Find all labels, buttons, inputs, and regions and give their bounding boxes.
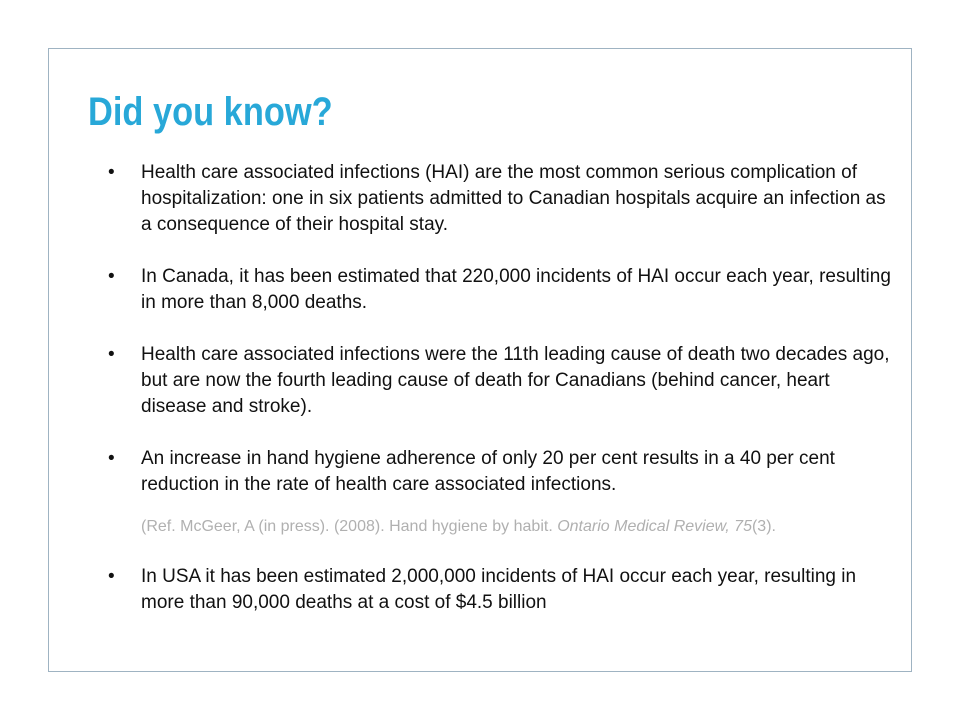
bullet-dot: •: [108, 266, 115, 287]
bullet-text: Health care associated infections (HAI) are the most common serious complication of hospitalization: one in six patients admitted to Canadian hospitals acquire an infection as a consequence of their hospital stay.: [141, 162, 886, 235]
reference-prefix: (Ref. McGeer, A (in press). (2008). Hand hygiene by habit.: [141, 518, 558, 535]
bullet-text: Health care associated infections were the 11th leading cause of death two decades ago, but are now the fourth leading cause of death for Canadians (behind cancer, heart disease and stroke).: [141, 344, 890, 417]
bullet-item-hai-common: [98, 160, 898, 238]
bullet-dot: •: [108, 344, 115, 365]
reference-journal: Ontario Medical Review, 75: [557, 518, 752, 535]
bullet-text: In Canada, it has been estimated that 220,000 incidents of HAI occur each year, resulting in more than 8,000 deaths.: [141, 266, 891, 313]
bullet-item-leading-cause: [98, 342, 898, 420]
bullet-dot: •: [108, 162, 115, 183]
slide-title: Did you know?: [88, 90, 333, 134]
bullet-dot: •: [108, 448, 115, 469]
bullet-item-hand-hygiene: [98, 446, 898, 498]
reference-suffix: (3).: [751, 518, 776, 535]
bullet-item-canada-incidents: [98, 264, 898, 316]
bullet-list: [98, 160, 898, 642]
reference-citation: [98, 516, 898, 538]
bullet-item-usa-incidents: [98, 564, 898, 616]
bullet-dot: •: [108, 566, 115, 587]
bullet-text: In USA it has been estimated 2,000,000 incidents of HAI occur each year, resulting in more than 90,000 deaths at a cost of $4.5 billion: [141, 566, 857, 613]
bullet-text: An increase in hand hygiene adherence of only 20 per cent results in a 40 per cent reduction in the rate of health care associated infections.: [141, 448, 835, 495]
